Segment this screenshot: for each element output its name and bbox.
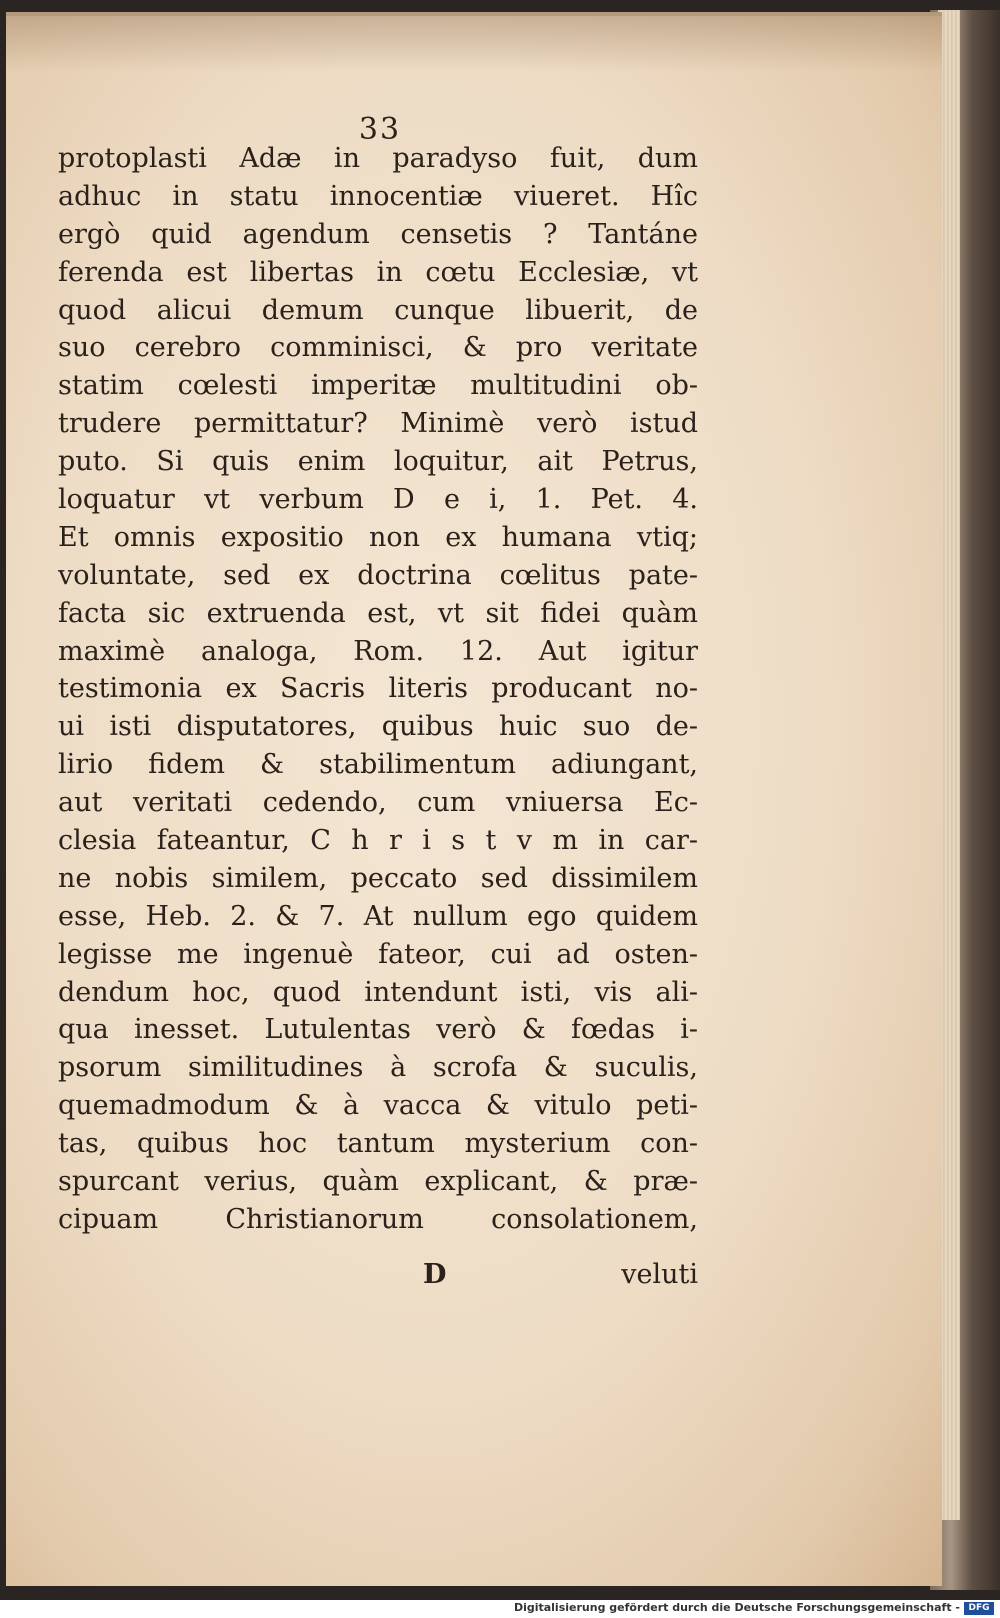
text-line: voluntate, sed ex doctrina cœlitus pate-	[58, 559, 698, 591]
page-number: 33	[358, 112, 402, 147]
text-line: psorum similitudines à scrofa & suculis,	[58, 1052, 698, 1084]
catch-row	[58, 1259, 698, 1299]
text-line: loquatur vt verbum D e i, 1. Pet. 4.	[58, 484, 698, 516]
text-line: esse, Heb. 2. & 7. At nullum ego quidem	[58, 900, 698, 932]
text-line: clesia fateantur, C h r i s t v m in car-	[58, 825, 698, 857]
catchword: veluti	[621, 1259, 698, 1290]
text-line: statim cœlesti imperitæ multitudini ob-	[58, 370, 698, 402]
text-line: facta sic extruenda est, vt sit fidei quàm	[58, 597, 698, 629]
text-line: quod alicui demum cunque libuerit, de	[58, 294, 698, 326]
text-line: tas, quibus hoc tantum mysterium con-	[58, 1128, 698, 1160]
text-line: qua inesset. Lutulentas verò & fœdas i-	[58, 1014, 698, 1046]
text-line: ui isti disputatores, quibus huic suo de-	[58, 711, 698, 743]
text-line: ne nobis similem, peccato sed dissimilem	[58, 862, 698, 894]
text-line: quemadmodum & à vacca & vitulo peti-	[58, 1090, 698, 1122]
text-line: adhuc in statu innocentiæ viueret. Hîc	[58, 180, 698, 212]
text-line: spurcant verius, quàm explicant, & præ-	[58, 1166, 698, 1198]
text-line: ferenda est libertas in cœtu Ecclesiæ, vt	[58, 256, 698, 288]
text-line: dendum hoc, quod intendunt isti, vis ali-	[58, 976, 698, 1008]
text-line: cipuam Christianorum consolationem,	[58, 1203, 698, 1235]
text-line: trudere permittatur? Minimè verò istud	[58, 408, 698, 440]
text-line: legisse me ingenuè fateor, cui ad osten-	[58, 938, 698, 970]
text-line: testimonia ex Sacris literis producant no-	[58, 673, 698, 705]
signature-mark: D	[423, 1259, 447, 1290]
body-text	[58, 140, 698, 1239]
text-line: lirio fidem & stabilimentum adiungant,	[58, 749, 698, 781]
dfg-logo: DFG	[964, 1602, 994, 1615]
footer-bar	[0, 1600, 1000, 1618]
text-line: aut veritati cedendo, cum vniuersa Ec-	[58, 787, 698, 819]
text-line: Et omnis expositio non ex humana vtiq;	[58, 521, 698, 553]
text-line: puto. Si quis enim loquitur, ait Petrus,	[58, 446, 698, 478]
footer-credit: Digitalisierung gefördert durch die Deutsche Forschungsgemeinschaft -	[513, 1601, 960, 1614]
text-line: suo cerebro comminisci, & pro veritate	[58, 332, 698, 364]
page-top-shadow	[6, 12, 942, 72]
text-line: protoplasti Adæ in paradyso fuit, dum	[58, 143, 698, 174]
text-line: maximè analoga, Rom. 12. Aut igitur	[58, 635, 698, 667]
text-line: ergò quid agendum censetis ? Tantáne	[58, 218, 698, 250]
